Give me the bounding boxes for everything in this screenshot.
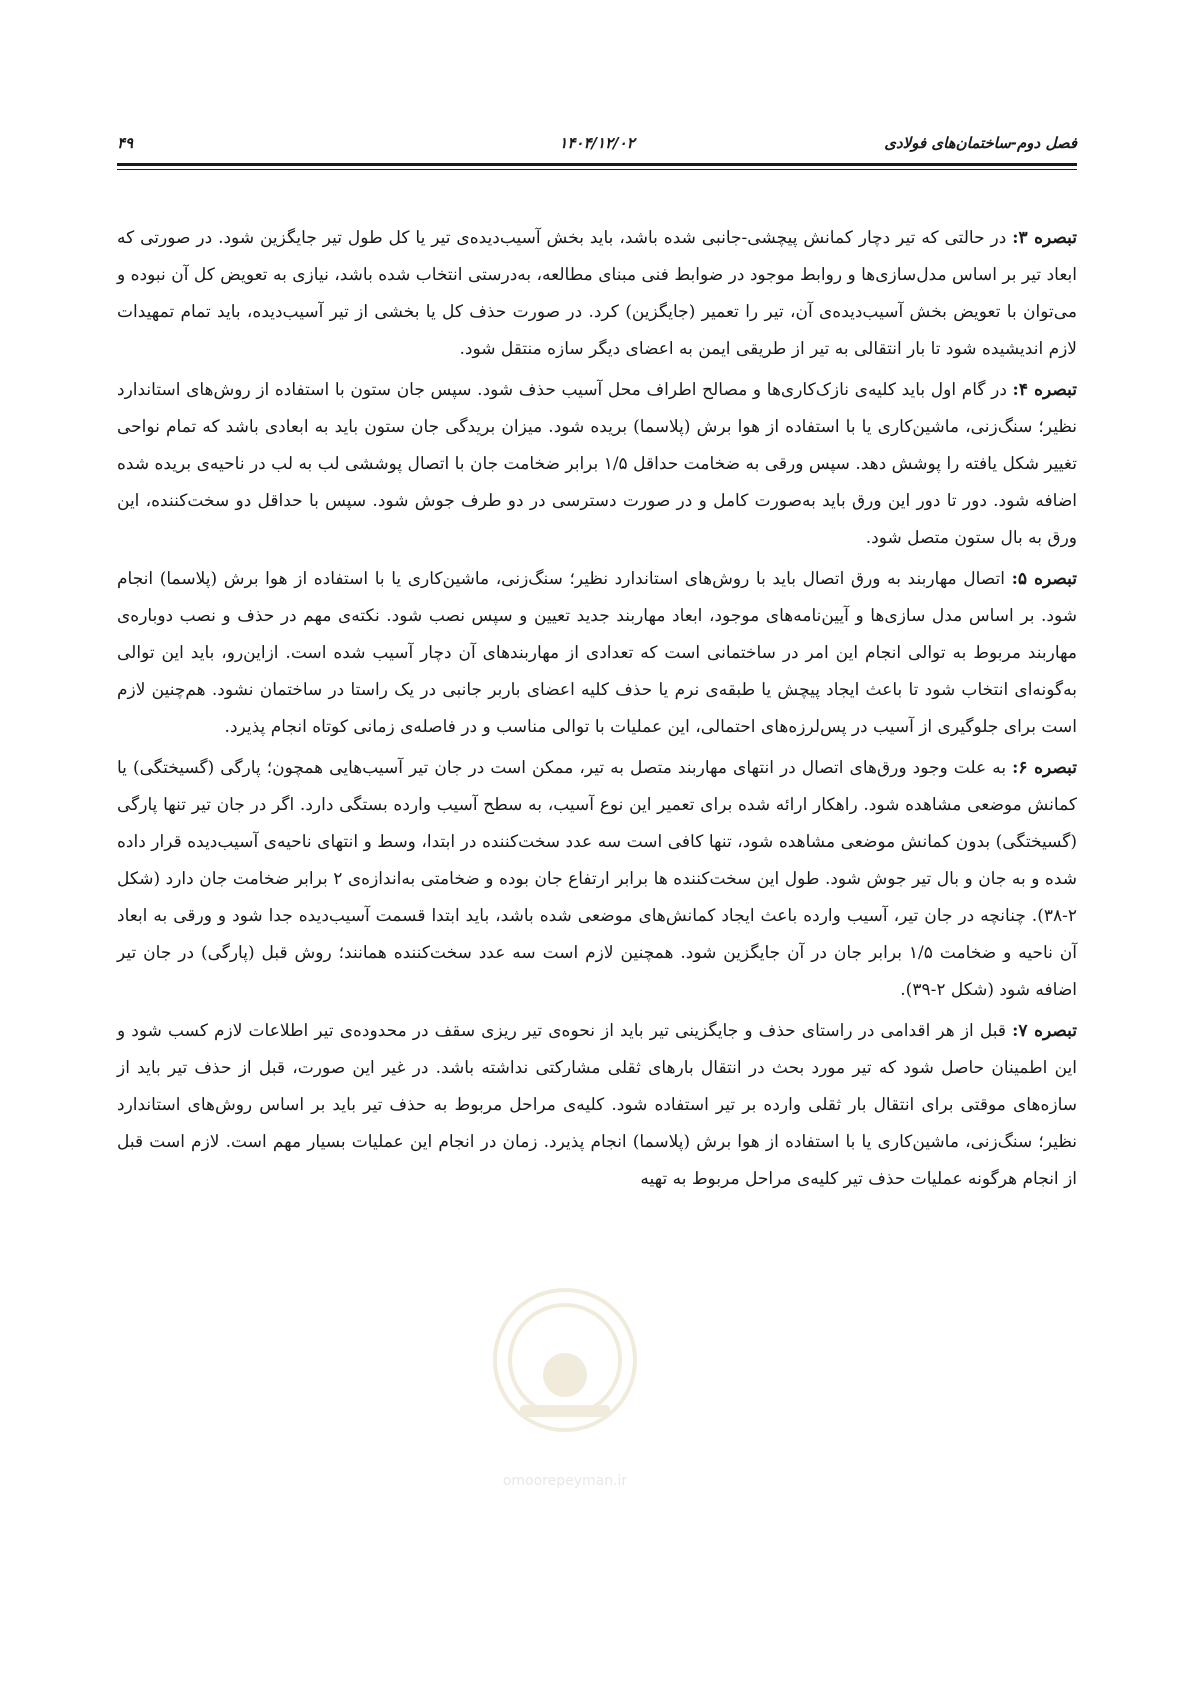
note-6-text: به علت وجود ورق‌های اتصال در انتهای مهاربند متصل به تیر، ممکن است در جان تیر آسیب‌هایی همچون؛ پارگی (گسیختگی) یا کمانش موضعی مشاهده شود. راهکار ارائه شده برای تعمیر این نوع آسیب، به سطح آسیب وارده بستگی دارد. اگر در جان تیر تنها پارگی (گسیختگی) بدون کمانش موضعی مشاهده شود، تنها کافی است سه عدد سخت‌کننده در ابتدا، وسط و انتهای ناحیه‌ی آسیب‌دیده قرار داده شده و به جان و بال تیر جوش شود. طول این سخت‌کننده ها برابر ارتفاع جان بوده و ضخامتی به‌اندازه‌ی ۲ برابر ضخامت جان دارد (شکل ۲-۳۸). چنانچه در جان تیر، آسیب وارده باعث ایجاد کمانش‌های موضعی شده باشد، باید ابتدا قسمت آسیب‌دیده جدا شود و ورقی به ابعاد آن ناحیه و ضخامت ۱/۵ برابر جان در آن جایگزین شود. همچنین لازم است سه عدد سخت‌کننده همانند؛ روش قبل (پارگی) در جان تیر اضافه شود (شکل ۲-۳۹).	[117, 758, 1078, 1000]
note-5-title: تبصره ۵:	[1011, 569, 1077, 589]
page-number: ۴۹	[117, 134, 134, 152]
note-4-title: تبصره ۴:	[1012, 380, 1078, 400]
note-7-title: تبصره ۷:	[1012, 1021, 1078, 1041]
watermark-site: omoorepeyman.ir	[502, 1473, 628, 1489]
note-3	[117, 220, 1077, 368]
note-3-text: در حالتی که تیر دچار کمانش پیچشی-جانبی شده باشد، باید بخش آسیب‌دیده‌ی تیر یا کل طول تیر جایگزین شود. در صورتی که ابعاد تیر بر اساس مدل‌سازی‌ها و روابط موجود در ضوابط فنی مبنای مطالعه، به‌درستی انتخاب شده باشد، نیازی به تعویض کل آن نبوده و می‌توان با تعویض بخش آسیب‌دیده‌ی آن، تیر را تعمیر (جایگزین) کرد. در صورت حذف کل یا بخشی از تیر آسیب‌دیده، باید تمام تمهیدات لازم اندیشیده شود تا بار انتقالی به تیر از طریقی ایمن به اعضای دیگر سازه منتقل شود.	[117, 228, 1077, 359]
body-text	[117, 220, 1077, 1202]
note-7	[117, 1013, 1077, 1198]
note-4-text: در گام اول باید کلیه‌ی نازک‌کاری‌ها و مصالح اطراف محل آسیب حذف شود. سپس جان ستون با استفاده از روش‌های استاندارد نظیر؛ سنگ‌زنی، ماشین‌کاری یا با استفاده از هوا برش (پلاسما) بریده شود. میزان بریدگی جان ستون باید به ابعادی باشد که تمام نواحی تغییر شکل یافته را پوشش دهد. سپس ورقی به ضخامت حداقل ۱/۵ برابر ضخامت جان با اتصال پوششی لب به لب در ناحیه‌ی بریده شده اضافه شود. دور تا دور این ورق باید به‌صورت کامل و در صورت دسترسی در دو طرف جوش شود. سپس با حداقل دو سخت‌کننده، این ورق به بال ستون متصل شود.	[117, 380, 1077, 548]
note-3-title: تبصره ۳:	[1012, 228, 1077, 248]
header-rule-thin	[117, 169, 1077, 170]
watermark-logo	[480, 1270, 650, 1500]
note-6-title: تبصره ۶:	[1012, 758, 1078, 778]
note-6	[117, 750, 1077, 1009]
note-4	[117, 372, 1077, 557]
header-rule-thick	[117, 163, 1077, 166]
header-date: ۱۴۰۴/۱۲/۰۲	[559, 134, 635, 152]
note-5	[117, 561, 1077, 746]
page-header	[117, 128, 1077, 162]
chapter-title: فصل دوم-ساختمان‌های فولادی	[884, 134, 1077, 152]
note-5-text: اتصال مهاربند به ورق اتصال باید با روش‌های استاندارد نظیر؛ سنگ‌زنی، ماشین‌کاری یا با استفاده از هوا برش (پلاسما) انجام شود. بر اساس مدل سازی‌ها و آیین‌نامه‌های موجود، ابعاد مهاربند جدید تعیین و سپس نصب شود. نکته‌ی مهم در حذف و نصب دوباره‌ی مهاربند مربوط به توالی انجام این امر در ساختمانی است که تعدادی از مهاربندهای آن دچار آسیب شده است. ازاین‌رو، باید این توالی به‌گونه‌ای انتخاب شود تا باعث ایجاد پیچش یا طبقه‌ی نرم یا حذف کلیه اعضای باربر جانبی در یک راستا در ساختمان نشود. هم‌چنین لازم است برای جلوگیری از آسیب در پس‌لرزه‌های احتمالی، این عملیات با توالی مناسب و در فاصله‌ی زمانی کوتاه انجام پذیرد.	[117, 569, 1077, 737]
note-7-text: قبل از هر اقدامی در راستای حذف و جایگزینی تیر باید از نحوه‌ی تیر ریزی سقف در محدوده‌ی تیر اطلاعات لازم کسب شود و این اطمینان حاصل شود که تیر مورد بحث در انتقال بارهای ثقلی مشارکتی نداشته باشد. در غیر این صورت، قبل از حذف تیر باید از سازه‌های موقتی برای انتقال بار ثقلی وارده بر تیر استفاده شود. کلیه‌ی مراحل مربوط به حذف تیر باید بر اساس روش‌های استاندارد نظیر؛ سنگ‌زنی، ماشین‌کاری یا با استفاده از هوا برش (پلاسما) انجام پذیرد. زمان در انجام این عملیات بسیار مهم است. لازم است قبل از انجام هرگونه عملیات حذف تیر کلیه‌ی مراحل مربوط به تهیه	[117, 1021, 1077, 1189]
